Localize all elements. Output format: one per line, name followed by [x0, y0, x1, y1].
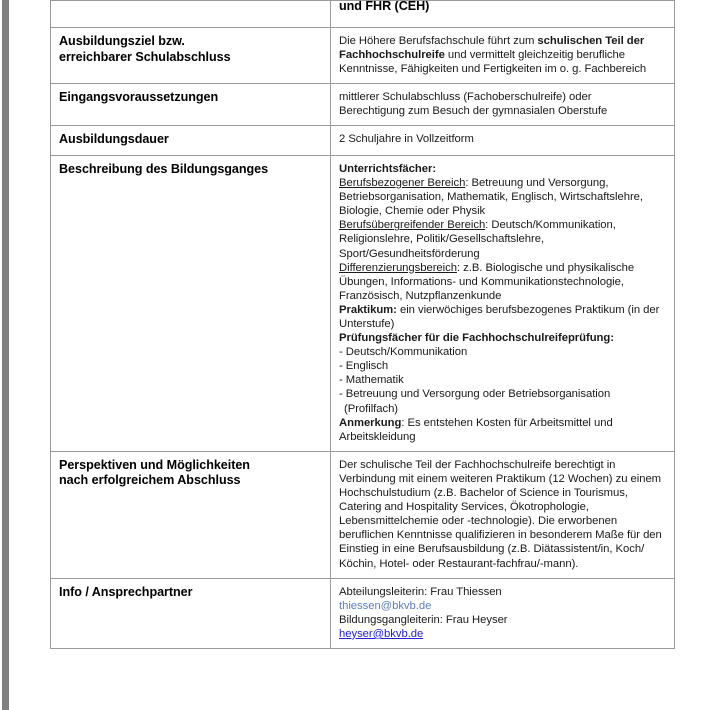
table-row — [51, 28, 675, 84]
bereich-berufsbezogener-title: Berufsbezogener Bereich — [339, 177, 466, 190]
pruefungsfach-item: - Deutsch/Kommunikation — [339, 346, 468, 359]
label-line-1: Ausbildungsdauer — [59, 132, 169, 147]
label-line-1: Beschreibung des Bildungsganges — [59, 161, 269, 176]
heading-unterrichtsfaecher: Unterrichtsfächer: — [339, 162, 437, 175]
praktikum-title: Praktikum: — [339, 303, 397, 316]
label-line-2: nach erfolgreichem Abschluss — [59, 473, 241, 488]
bereich-differenzierung — [339, 261, 666, 303]
pruefungsfach-item: - Mathematik — [339, 374, 404, 387]
row-value-eingangsvoraussetzungen — [331, 84, 675, 126]
label-line-1: Info / Ansprechpartner — [59, 584, 193, 599]
contact-bildungsgangleiterin: Bildungsgangleiterin: Frau Heyser — [339, 613, 508, 626]
anmerkung-text: : Es entstehen Kosten für Arbeitsmittel und Arbeitskleidung — [339, 416, 613, 443]
row-value-info-ansprechpartner — [331, 578, 675, 648]
value-part-bold: schulischen Teil der Fachhochschulreife — [339, 35, 645, 62]
information-table — [50, 0, 675, 649]
clipped-row-value-text: und FHR (CEH) — [339, 0, 430, 13]
row-label-perspektiven — [51, 451, 331, 578]
pruefungsfach-item-sub-text: (Profilfach) — [344, 402, 399, 415]
row-value-perspektiven: Der schulische Teil der Fachhochschulreife berechtigt in Verbindung mit einem weiteren Praktikum (12 Wochen) zu einem Hochschulstudium (z.B. Bachelor of Science in Tourismus, Catering and Hospitality Services, Ökotrophologie, Lebensmittelchemie oder -technologie). Die erworbenen beruflichen Kenntnisse qualifizieren in besonderem Maße für den Einstieg in eine Berufsausbildung (z.B. Diätassistent/in, Koch/ Köchin, Hotel- oder Restaurant-fachfrau/-mann). — [331, 451, 675, 578]
row-label-eingangsvoraussetzungen — [51, 84, 331, 126]
email-heyser[interactable]: heyser@bkvb.de — [339, 627, 424, 640]
bereich-berufsbezogener-text: : Betreuung und Versorgung, Betriebsorganisation, Mathematik, Englisch, Wirtschaftslehre, Biologie, Chemie oder Physik — [339, 177, 643, 218]
label-line-1: Perspektiven und Möglichkeiten — [59, 457, 250, 472]
bereich-berufsbezogener — [339, 176, 666, 218]
bereich-berufsuebergreifender-text: : Deutsch/Kommunikation, Religionslehre, Politik/Gesellschaftslehre, Sport/Gesundheitsförderung — [339, 219, 616, 260]
value-part-normal-1: Die Höhere Berufsfachschule führt zum — [339, 35, 538, 47]
bereich-differenzierung-title: Differenzierungsbereich — [339, 261, 457, 274]
label-line-2: erreichbarer Schulabschluss — [59, 49, 231, 64]
bereich-differenzierung-text: : z.B. Biologische und physikalische Übungen, Informations- und Kommunikationstechnologie, Französisch, Nutzpflanzenkunde — [339, 261, 635, 302]
row-value-beschreibung — [331, 155, 675, 451]
table-row — [51, 578, 675, 648]
row-label-info-ansprechpartner — [51, 578, 331, 648]
row-label-ausbildungsdauer — [51, 126, 331, 156]
pruefungsfaecher-title: Prüfungsfächer für die Fachhochschulreifeprüfung: — [339, 332, 614, 345]
pruefungsfach-item: - Betreuung und Versorgung oder Betriebsorganisation — [339, 388, 611, 401]
label-line-1: Ausbildungsziel bzw. — [59, 34, 185, 48]
row-value-ausbildungsdauer — [331, 126, 675, 156]
row-label-ausbildungsziel — [51, 28, 331, 84]
row-label-beschreibung — [51, 155, 331, 451]
clipped-row-value — [331, 1, 675, 28]
value-line-1: 2 Schuljahre in Vollzeitform — [339, 133, 474, 146]
anmerkung-title: Anmerkung — [339, 416, 402, 429]
value-part-normal-2: und vermittelt gleichzeitig berufliche Kenntnisse, Fähigkeiten und Fertigkeiten im o. g. Fachbereich — [339, 49, 647, 76]
pruefungsfach-item-sub — [339, 402, 666, 416]
praktikum-block — [339, 303, 666, 331]
bereich-berufsuebergreifender — [339, 218, 666, 260]
value-line-1: mittlerer Schulabschluss (Fachoberschulreife) oder — [339, 91, 592, 104]
table-row-clipped-top — [51, 1, 675, 28]
anmerkung-block — [339, 416, 666, 444]
clipped-row-label — [51, 1, 331, 28]
pruefungsfach-item: - Englisch — [339, 360, 389, 373]
label-line-1: Eingangsvoraussetzungen — [59, 90, 219, 105]
email-thiessen[interactable]: thiessen@bkvb.de — [339, 599, 432, 612]
row-value-ausbildungsziel — [331, 28, 675, 84]
table-row — [51, 155, 675, 451]
table-row — [51, 126, 675, 156]
value-line-2: Berechtigung zum Besuch der gymnasialen Oberstufe — [339, 105, 608, 118]
scroll-strip[interactable] — [2, 0, 9, 710]
table-row — [51, 451, 675, 578]
bereich-berufsuebergreifender-title: Berufsübergreifender Bereich — [339, 219, 486, 232]
praktikum-text: ein vierwöchiges berufsbezogenes Praktikum (in der Unterstufe) — [339, 303, 660, 330]
table-row — [51, 84, 675, 126]
contact-abteilungsleiterin: Abteilungsleiterin: Frau Thiessen — [339, 585, 502, 598]
